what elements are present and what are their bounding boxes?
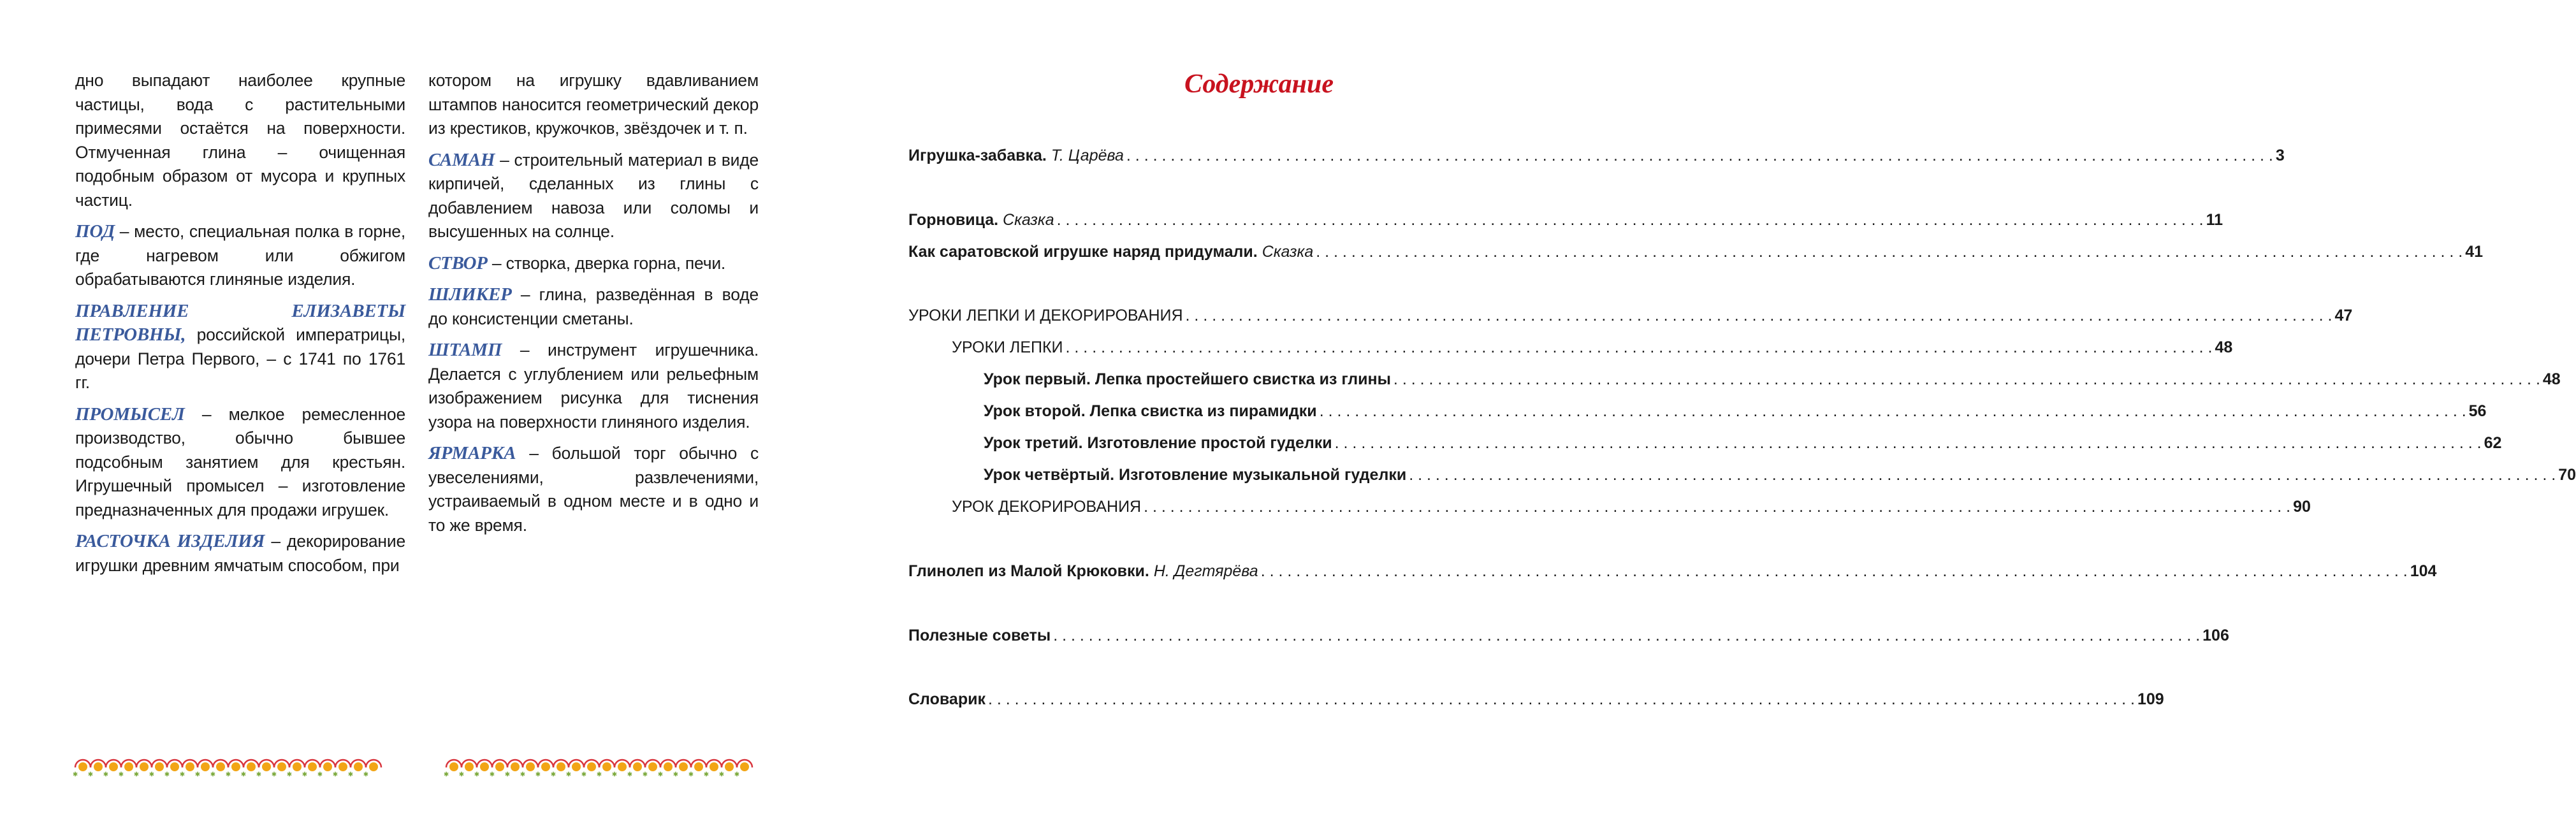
toc-item-label: УРОК ДЕКОРИРОВАНИЯ: [952, 498, 1142, 516]
ornament-dot: [109, 762, 118, 771]
ornament-dot: [140, 762, 149, 771]
ornament-dot: [94, 762, 103, 771]
glossary-term: СТВОР: [428, 252, 488, 273]
glossary-term: РАСТОЧКА ИЗДЕЛИЯ: [75, 531, 265, 551]
glossary-term: САМАН: [428, 149, 495, 170]
toc-item[interactable]: [908, 690, 2164, 712]
ornament-dot: [495, 762, 504, 771]
ornament-star: ✱: [103, 771, 109, 778]
toc-subsection[interactable]: [908, 338, 2233, 360]
toc-item[interactable]: [908, 434, 2502, 456]
ornament-star: ✱: [72, 771, 78, 778]
ornament-dot: [602, 762, 611, 771]
ornament-star: ✱: [458, 771, 465, 778]
glossary-entry: [428, 252, 759, 276]
ornament-star: ✱: [550, 771, 557, 778]
toc-leader-dots: [1409, 466, 2556, 484]
toc-leader-dots: [1186, 307, 2332, 325]
glossary-definition: – глина, разведённая в воде до консистенции сметаны.: [428, 285, 759, 328]
ornament-star: ✱: [363, 771, 369, 778]
ornament-dot: [557, 762, 565, 771]
ornament-star: ✱: [642, 771, 648, 778]
ornament-dot: [694, 762, 703, 771]
glossary-entry: [428, 283, 759, 331]
ornament-star: ✱: [627, 771, 633, 778]
ornament-star: ✱: [225, 771, 231, 778]
toc-page-number: 56: [2468, 402, 2487, 420]
ornament-star: ✱: [443, 771, 449, 778]
toc-leader-dots: [1335, 434, 2482, 453]
ornament-star: ✱: [673, 771, 679, 778]
ornament-dot: [572, 762, 581, 771]
toc-item-label: Горновица. Сказка: [908, 211, 1054, 229]
toc-leader-dots: [1320, 402, 2466, 421]
ornament-dot: [480, 762, 489, 771]
glossary-definition: – большой торг обычно с увеселениями, развлечениями, устраиваемый в одном месте и в одно и то же время.: [428, 444, 759, 535]
toc-item-label: Словарик: [908, 690, 986, 708]
toc-page-number: 90: [2293, 498, 2311, 516]
glossary-column-left: [75, 69, 405, 585]
glossary-definition: российской императрицы, дочери Петра Первого, – с 1741 по 1761 гг.: [75, 325, 405, 392]
toc-page-number: 109: [2137, 690, 2164, 708]
ornament-star: ✱: [302, 771, 308, 778]
glossary-term: ШТАМП: [428, 340, 502, 360]
ornament-dot: [664, 762, 673, 771]
ornament-dot: [170, 762, 179, 771]
toc-item-label: Урок второй. Лепка свистка из пирамидки: [984, 402, 1317, 420]
ornament-dot: [338, 762, 347, 771]
glossary-definition: – мелкое ремесленное производство, обычно бывшее подсобным занятием для крестьян. Игрушечный промысел – изготовление предназначенных для продажи игрушек.: [75, 404, 405, 519]
ornament-star: ✱: [347, 771, 354, 778]
ornament-star: ✱: [149, 771, 155, 778]
toc-page-number: 48: [2215, 338, 2233, 356]
toc-leader-dots: [1144, 498, 2290, 516]
ornament-star: ✱: [520, 771, 526, 778]
ornament-dot: [247, 762, 256, 771]
ornament-dot: [587, 762, 596, 771]
ornament-dot: [186, 762, 194, 771]
ornament-border-right: [443, 755, 757, 778]
toc-leader-dots: [1057, 211, 2204, 229]
glossary-definition: – место, специальная полка в горне, где нагревом или обжигом обрабатываются глиняные изделия.: [75, 222, 405, 289]
toc-leader-dots: [1053, 627, 2200, 645]
ornament-dot: [124, 762, 133, 771]
ornament-star: ✱: [535, 771, 541, 778]
toc-item[interactable]: [908, 211, 2223, 233]
toc-section[interactable]: [908, 307, 2353, 328]
ornament-star: ✱: [179, 771, 186, 778]
ornament-star: ✱: [489, 771, 495, 778]
ornament-dot: [231, 762, 240, 771]
toc-title: Содержание: [1184, 69, 1334, 99]
ornament-dot: [709, 762, 718, 771]
toc-leader-dots: [1394, 370, 2540, 389]
ornament-star: ✱: [611, 771, 618, 778]
ornament-star: ✱: [87, 771, 94, 778]
ornament-dot: [465, 762, 474, 771]
toc-item[interactable]: [908, 627, 2229, 648]
ornament-border-left: [72, 755, 386, 778]
toc-item[interactable]: [908, 147, 2285, 168]
toc-item[interactable]: [908, 370, 2561, 392]
toc-page-number: 3: [2275, 147, 2285, 164]
glossary-entry: [75, 530, 405, 577]
toc-page-number: 48: [2542, 370, 2561, 388]
toc-page-number: 11: [2206, 211, 2223, 229]
ornament-star: ✱: [164, 771, 170, 778]
glossary-entry: [75, 220, 405, 292]
toc-page-number: 47: [2334, 307, 2353, 324]
glossary-entry: [428, 338, 759, 434]
ornament-star: ✱: [703, 771, 709, 778]
glossary-term: ШЛИКЕР: [428, 284, 512, 305]
glossary-entry: [75, 403, 405, 523]
toc-page-number: 106: [2202, 627, 2229, 644]
ornament-dot: [679, 762, 688, 771]
ornament-dot: [216, 762, 225, 771]
glossary-term: ЯРМАРКА: [428, 443, 516, 463]
glossary-entry: [428, 442, 759, 537]
glossary-definition: – створка, дверка горна, печи.: [487, 253, 726, 273]
ornament-star: ✱: [118, 771, 124, 778]
ornament-dot: [155, 762, 164, 771]
toc-item-label: Как саратовской игрушке наряд придумали. Сказка: [908, 243, 1314, 261]
toc-page-number: 104: [2410, 562, 2437, 580]
ornament-dot: [293, 762, 302, 771]
toc-leader-dots: [1261, 562, 2408, 581]
glossary-term: ПРОМЫСЕЛ: [75, 403, 185, 425]
toc-item[interactable]: [908, 562, 2437, 584]
ornament-dot: [511, 762, 520, 771]
toc-leader-dots: [1126, 147, 2273, 165]
ornament-dot: [618, 762, 627, 771]
glossary-column-right: [428, 69, 759, 545]
toc-page-number: 70: [2558, 466, 2576, 484]
ornament-dot: [308, 762, 317, 771]
ornament-dot: [526, 762, 535, 771]
ornament-dot: [648, 762, 657, 771]
glossary-intro: котором на игрушку вдавливанием штампов наносится геометрический декор из крестиков, кружочков, звёздочек и т. п.: [428, 71, 759, 138]
glossary-term: ПОД: [75, 221, 115, 242]
ornament-dot: [323, 762, 332, 771]
ornament-star: ✱: [718, 771, 725, 778]
glossary-entry: [75, 300, 405, 395]
glossary-term: ПРАВЛЕНИЕ ЕЛИЗАВЕТЫ ПЕТРОВНЫ,: [75, 300, 405, 345]
ornament-star: ✱: [596, 771, 602, 778]
ornament-star: ✱: [210, 771, 216, 778]
ornament-dot: [277, 762, 286, 771]
ornament-dot: [725, 762, 734, 771]
toc-item-label: Глинолеп из Малой Крюковки. Н. Дегтярёва: [908, 562, 1258, 580]
ornament-star: ✱: [240, 771, 247, 778]
ornament-star: ✱: [133, 771, 140, 778]
ornament-star: ✱: [286, 771, 293, 778]
ornament-dot: [541, 762, 550, 771]
glossary-definition: – строительный материал в виде кирпичей, сделанных из глины с добавлением навоза или соломы и высушенных на солнце.: [428, 150, 759, 241]
toc-item-label: Урок третий. Изготовление простой гуделки: [984, 434, 1332, 452]
toc-item-label: Полезные советы: [908, 627, 1051, 644]
ornament-dot: [78, 762, 87, 771]
toc-page-number: 41: [2465, 243, 2484, 261]
toc-leader-dots: [1316, 243, 2463, 261]
glossary-definition: – декорирование игрушки древним ямчатым способом, при: [75, 532, 405, 575]
ornament-dot: [369, 762, 378, 771]
toc-leader-dots: [1066, 338, 2213, 357]
ornament-star: ✱: [194, 771, 201, 778]
glossary-intro: дно выпадают наиболее крупные частицы, вода с растительными примесями остаётся на поверхности. Отмученная глина – очищенная подобным образом от мусора и крупных частиц.: [75, 71, 405, 210]
glossary-definition: – инструмент игрушечника. Делается с углублением или рельефным изображением рисунка для тиснения узора на поверхности глиняного изделия.: [428, 340, 759, 432]
ornament-star: ✱: [317, 771, 323, 778]
ornament-dot: [354, 762, 363, 771]
ornament-star: ✱: [474, 771, 480, 778]
toc-item[interactable]: [908, 466, 2576, 488]
toc-item-label: УРОКИ ЛЕПКИ И ДЕКОРИРОВАНИЯ: [908, 307, 1183, 324]
ornament-star: ✱: [504, 771, 511, 778]
toc-item[interactable]: [908, 402, 2487, 424]
glossary-entry: [428, 149, 759, 244]
toc-item[interactable]: [908, 243, 2484, 265]
toc-item-label: Урок четвёртый. Изготовление музыкальной гуделки: [984, 466, 1407, 484]
ornament-star: ✱: [256, 771, 262, 778]
ornament-star: ✱: [657, 771, 664, 778]
ornament-dot: [262, 762, 271, 771]
ornament-dot: [740, 762, 749, 771]
toc-item-label: УРОКИ ЛЕПКИ: [952, 338, 1063, 356]
ornament-star: ✱: [565, 771, 572, 778]
ornament-dot: [633, 762, 642, 771]
ornament-star: ✱: [688, 771, 694, 778]
ornament-star: ✱: [271, 771, 277, 778]
toc-page-number: 62: [2484, 434, 2502, 452]
toc-subsection[interactable]: [908, 498, 2311, 519]
ornament-dot: [201, 762, 210, 771]
toc-leader-dots: [988, 690, 2135, 709]
ornament-dot: [449, 762, 458, 771]
ornament-star: ✱: [581, 771, 587, 778]
ornament-star: ✱: [332, 771, 338, 778]
ornament-star: ✱: [734, 771, 740, 778]
toc-item-label: Урок первый. Лепка простейшего свистка из глины: [984, 370, 1391, 388]
toc-item-label: Игрушка-забавка. Т. Царёва: [908, 147, 1124, 164]
